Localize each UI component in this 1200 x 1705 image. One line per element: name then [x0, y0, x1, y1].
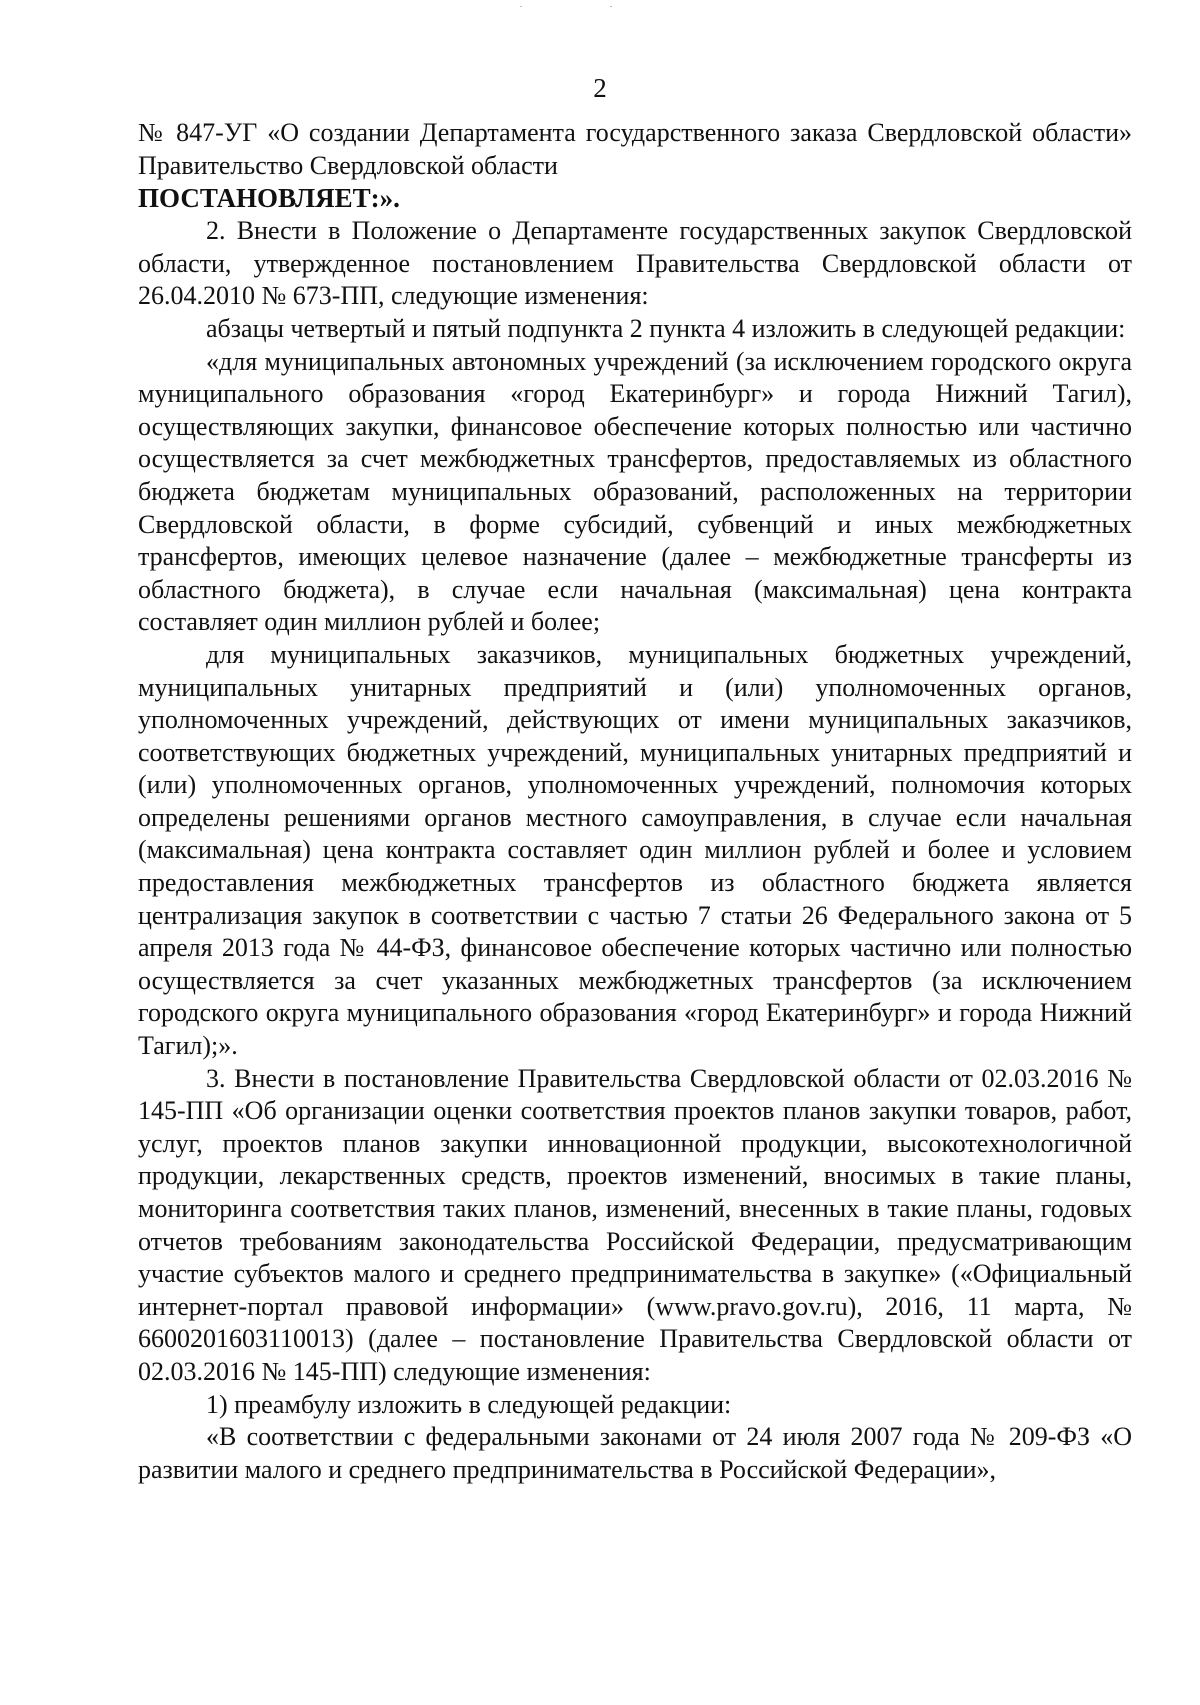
paragraph-municipal-customers: для муниципальных заказчиков, муниципальных бюджетных учреждений, муниципальных унитарных предприятий и (или) уполномоченных органов, уполномоченных учреждений, действующих от имени муниципальных заказчиков, соответствующих бюджетных учреждений, муниципальных унитарных предприятий и (или) уполномоченных органов, уполномоченных учреждений, полномочия которых определены решениями органов местного самоуправления, в случае если начальная (максимальная) цена контракта составляет один миллион рублей и более и условием предоставления межбюджетных трансфертов из областного бюджета является централизация закупок в соответствии с частью 7 статьи 26 Федерального закона от 5 апреля 2013 года № 44-ФЗ, финансовое обеспечение которых частично или полностью осуществляется за счет указанных межбюджетных трансфертов (за исключением городского округа муниципального образования «город Екатеринбург» и города Нижний Тагил);». — [138, 639, 1132, 1061]
paragraph-item-2: 2. Внести в Положение о Департаменте государственных закупок Свердловской области, утвержденное постановлением Правительства Свердловской области от 26.04.2010 № 673-ПП, следующие изменения: — [138, 216, 1132, 311]
paragraph-preamble-instruction: 1) преамбулу изложить в следующей редакции: — [206, 1389, 732, 1419]
paragraph-autonomous-institutions: «для муниципальных автономных учреждений (за исключением городского округа муниципального образования «город Екатеринбург» и города Нижний Тагил), осуществляющих закупки, финансовое обеспечение которых полностью или частично осуществляется за счет межбюджетных трансфертов, предоставляемых из областного бюджета бюджетам муниципальных образований, расположенных на территории Свердловской области, в форме субсидий, субвенций и иных межбюджетных трансфертов, имеющих целевое назначение (далее – межбюджетные трансферты из областного бюджета), в случае если начальная (максимальная) цена контракта составляет один миллион рублей и более; — [138, 346, 1132, 637]
page-number: 2 — [593, 73, 607, 103]
paragraph-preamble-new-text: «В соответствии с федеральными законами от 24 июля 2007 года № 209-ФЗ «О развитии малого и среднего предпринимательства в Российской Федерации», — [138, 1422, 1132, 1484]
paragraph-decree-keyword: ПОСТАНОВЛЯЕТ:». — [138, 183, 400, 214]
scan-artifact — [610, 6, 612, 7]
paragraph-subitem-instruction: абзацы четвертый и пятый подпункта 2 пункта 4 изложить в следующей редакции: — [206, 313, 1126, 343]
paragraph-preamble-continuation: № 847-УГ «О создании Департамента государственного заказа Свердловской области» Правительство Свердловской области — [138, 118, 1132, 180]
scan-artifact — [520, 6, 522, 7]
document-body — [138, 117, 1132, 1486]
paragraph-item-3: 3. Внести в постановление Правительства Свердловской области от 02.03.2016 № 145-ПП «Об организации оценки соответствия проектов планов закупки товаров, работ, услуг, проектов планов закупки инновационной продукции, высокотехнологичной продукции, лекарственных средств, проектов изменений, вносимых в такие планы, мониторинга соответствия таких планов, изменений, внесенных в такие планы, годовых отчетов требованиям законодательства Российской Федерации, предусматривающим участие субъектов малого и среднего предпринимательства в закупке» («Официальный интернет-портал правовой информации» (www.pravo.gov.ru), 2016, 11 марта, № 6600201603110013) (далее – постановление Правительства Свердловской области от 02.03.2016 № 145-ПП) следующие изменения: — [138, 1063, 1132, 1386]
